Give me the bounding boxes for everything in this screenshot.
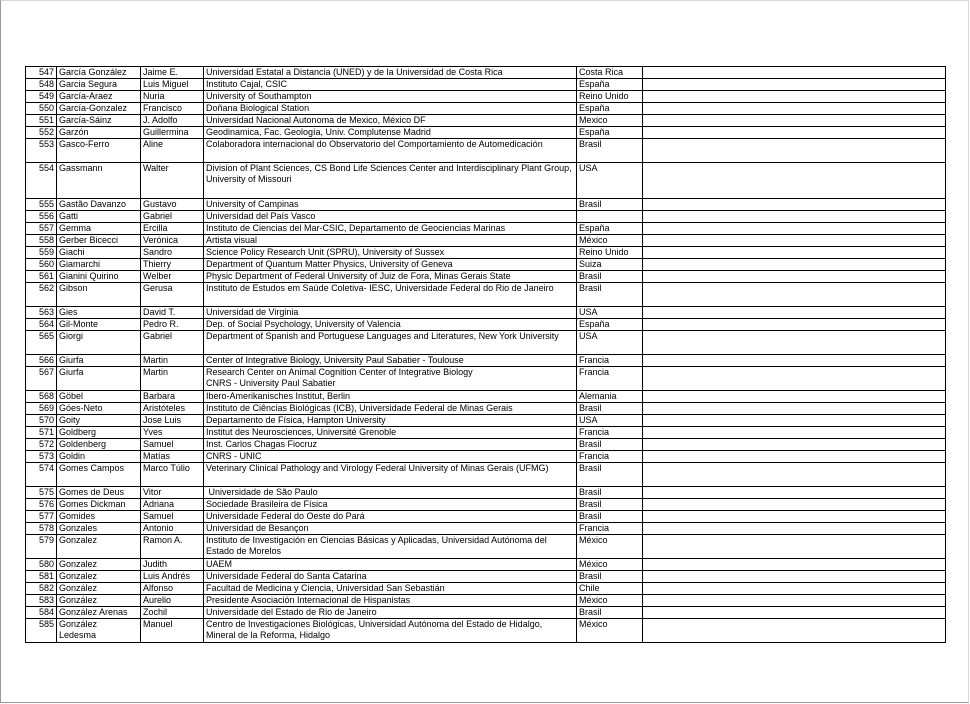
table-row [26, 451, 946, 463]
first-name-cell: Thierry [141, 259, 204, 271]
table-row [26, 319, 946, 331]
institution-cell: University of Campinas [204, 199, 577, 211]
table-row [26, 283, 946, 307]
surname-cell: Gonzales [57, 523, 141, 535]
empty-cell [643, 211, 946, 223]
empty-cell [643, 583, 946, 595]
country-cell: Brasil [577, 403, 643, 415]
first-name-cell: Vitor [141, 487, 204, 499]
first-name-cell: Adriana [141, 499, 204, 511]
institution-cell: Instituto de Ciências Biológicas (ICB), Universidade Federal de Minas Gerais [204, 403, 577, 415]
surname-cell: Gomes Dickman [57, 499, 141, 511]
table-row [26, 211, 946, 223]
surname-cell: Giachi [57, 247, 141, 259]
country-cell: México [577, 619, 643, 643]
institution-cell: Inst. Carlos Chagas Fiocruz [204, 439, 577, 451]
first-name-cell: Martin [141, 355, 204, 367]
first-name-cell: David T. [141, 307, 204, 319]
empty-cell [643, 571, 946, 583]
first-name-cell: Ramon A. [141, 535, 204, 559]
table-row [26, 463, 946, 487]
row-number: 565 [26, 331, 57, 355]
row-number: 566 [26, 355, 57, 367]
institution-cell: Department of Quantum Matter Physics, University of Geneva [204, 259, 577, 271]
table-row [26, 259, 946, 271]
country-cell: España [577, 223, 643, 235]
institution-cell: Artista visual [204, 235, 577, 247]
surname-cell: Giamarchi [57, 259, 141, 271]
table-row [26, 199, 946, 211]
surname-cell: Gibson [57, 283, 141, 307]
first-name-cell: Francisco [141, 103, 204, 115]
country-cell: México [577, 535, 643, 559]
empty-cell [643, 79, 946, 91]
row-number: 564 [26, 319, 57, 331]
first-name-cell: Aurelio [141, 595, 204, 607]
empty-cell [643, 139, 946, 163]
row-number: 556 [26, 211, 57, 223]
institution-cell: Science Policy Research Unit (SPRU), University of Sussex [204, 247, 577, 259]
table-row [26, 619, 946, 643]
first-name-cell: Sandro [141, 247, 204, 259]
first-name-cell: Samuel [141, 439, 204, 451]
table-row [26, 559, 946, 571]
institution-cell: Geodinamica, Fac. Geología, Univ. Complutense Madrid [204, 127, 577, 139]
surname-cell: Gomides [57, 511, 141, 523]
country-cell: Alemania [577, 391, 643, 403]
country-cell: Brasil [577, 511, 643, 523]
country-cell: Reino Unido [577, 247, 643, 259]
institution-cell: Universidade Federal do Oeste do Pará [204, 511, 577, 523]
empty-cell [643, 463, 946, 487]
table-row [26, 235, 946, 247]
country-cell: USA [577, 331, 643, 355]
table-row [26, 607, 946, 619]
first-name-cell: Judith [141, 559, 204, 571]
row-number: 570 [26, 415, 57, 427]
country-cell: España [577, 319, 643, 331]
table-row [26, 535, 946, 559]
empty-cell [643, 439, 946, 451]
surname-cell: González Arenas [57, 607, 141, 619]
country-cell [577, 211, 643, 223]
surname-cell: Goldin [57, 451, 141, 463]
institution-cell: Universidad del País Vasco [204, 211, 577, 223]
row-number: 555 [26, 199, 57, 211]
row-number: 576 [26, 499, 57, 511]
surname-cell: Gonzalez [57, 559, 141, 571]
table-row [26, 583, 946, 595]
row-number: 584 [26, 607, 57, 619]
empty-cell [643, 595, 946, 607]
table-row [26, 499, 946, 511]
institution-cell: Institut des Neurosciences, Université Grenoble [204, 427, 577, 439]
surname-cell: Gerber Bicecci [57, 235, 141, 247]
country-cell: Chile [577, 583, 643, 595]
first-name-cell: Gustavo [141, 199, 204, 211]
table-row [26, 439, 946, 451]
table-row [26, 115, 946, 127]
country-cell: Brasil [577, 271, 643, 283]
country-cell: Brasil [577, 499, 643, 511]
country-cell: Brasil [577, 487, 643, 499]
surname-cell: Giurfa [57, 355, 141, 367]
empty-cell [643, 355, 946, 367]
institution-cell: Universidad de Besançon [204, 523, 577, 535]
first-name-cell: Luis Andrés [141, 571, 204, 583]
row-number: 577 [26, 511, 57, 523]
surname-cell: González [57, 583, 141, 595]
country-cell: Brasil [577, 571, 643, 583]
country-cell: Brasil [577, 199, 643, 211]
row-number: 572 [26, 439, 57, 451]
institution-cell: Veterinary Clinical Pathology and Virology Federal University of Minas Gerais (UFMG) [204, 463, 577, 487]
surname-cell: González [57, 595, 141, 607]
institution-cell: Doñana Biological Station [204, 103, 577, 115]
first-name-cell: Ercilla [141, 223, 204, 235]
first-name-cell: Jaime E. [141, 67, 204, 79]
empty-cell [643, 451, 946, 463]
table-row [26, 367, 946, 391]
country-cell: USA [577, 415, 643, 427]
empty-cell [643, 91, 946, 103]
row-number: 573 [26, 451, 57, 463]
row-number: 559 [26, 247, 57, 259]
table-row [26, 307, 946, 319]
empty-cell [643, 103, 946, 115]
empty-cell [643, 223, 946, 235]
table-row [26, 271, 946, 283]
table-row [26, 127, 946, 139]
empty-cell [643, 247, 946, 259]
first-name-cell: Pedro R. [141, 319, 204, 331]
empty-cell [643, 415, 946, 427]
surname-cell: Goldberg [57, 427, 141, 439]
surname-cell: Göbel [57, 391, 141, 403]
country-cell: España [577, 127, 643, 139]
empty-cell [643, 115, 946, 127]
country-cell: México [577, 559, 643, 571]
row-number: 568 [26, 391, 57, 403]
row-number: 571 [26, 427, 57, 439]
row-number: 561 [26, 271, 57, 283]
country-cell: Costa Rica [577, 67, 643, 79]
first-name-cell: Samuel [141, 511, 204, 523]
country-cell: España [577, 103, 643, 115]
surname-cell: Giurfa [57, 367, 141, 391]
first-name-cell: Barbara [141, 391, 204, 403]
institution-cell: Instituto de Investigación en Ciencias Básicas y Aplicadas, Universidad Autónoma del Estado de Morelos [204, 535, 577, 559]
table-row [26, 223, 946, 235]
institution-cell: Universidad de Virginia [204, 307, 577, 319]
institution-cell: Instituto de Ciencias del Mar-CSIC, Departamento de Geociencias Marinas [204, 223, 577, 235]
country-cell: Francia [577, 355, 643, 367]
first-name-cell: Antonio [141, 523, 204, 535]
first-name-cell: Martin [141, 367, 204, 391]
empty-cell [643, 427, 946, 439]
country-cell: Francia [577, 523, 643, 535]
surname-cell: García González [57, 67, 141, 79]
table-row [26, 427, 946, 439]
country-cell: Mexico [577, 115, 643, 127]
row-number: 549 [26, 91, 57, 103]
surname-cell: Gatti [57, 211, 141, 223]
row-number: 554 [26, 163, 57, 199]
institution-cell: Instituto de Estudos em Saúde Coletiva- IESC, Universidade Federal do Rio de Janeiro [204, 283, 577, 307]
row-number: 585 [26, 619, 57, 643]
country-cell: Brasil [577, 139, 643, 163]
surname-cell: Gassmann [57, 163, 141, 199]
row-number: 553 [26, 139, 57, 163]
empty-cell [643, 487, 946, 499]
row-number: 574 [26, 463, 57, 487]
empty-cell [643, 307, 946, 319]
row-number: 582 [26, 583, 57, 595]
surname-cell: Gonzalez [57, 535, 141, 559]
empty-cell [643, 235, 946, 247]
institution-cell: Presidente Asociación Internacional de Hispanistas [204, 595, 577, 607]
row-number: 567 [26, 367, 57, 391]
empty-cell [643, 523, 946, 535]
empty-cell [643, 271, 946, 283]
surname-cell: Gastão Davanzo [57, 199, 141, 211]
institution-cell: CNRS - UNIC [204, 451, 577, 463]
table-row [26, 403, 946, 415]
first-name-cell: Guillermina [141, 127, 204, 139]
empty-cell [643, 367, 946, 391]
row-number: 569 [26, 403, 57, 415]
first-name-cell: Manuel [141, 619, 204, 643]
country-cell: Francia [577, 367, 643, 391]
country-cell: México [577, 595, 643, 607]
institution-cell: Universidade Federal do Santa Catarina [204, 571, 577, 583]
surname-cell: Gil-Monte [57, 319, 141, 331]
institution-cell: Ibero-Amerikanisches Institut, Berlin [204, 391, 577, 403]
table-row [26, 487, 946, 499]
table-body [26, 67, 946, 643]
row-number: 583 [26, 595, 57, 607]
surname-cell: Giorgi [57, 331, 141, 355]
first-name-cell: J. Adolfo [141, 115, 204, 127]
institution-cell: Centro de Investigaciones Biológicas, Universidad Autónoma del Estado de Hidalgo, Mineral de la Reforma, Hidalgo [204, 619, 577, 643]
first-name-cell: Gerusa [141, 283, 204, 307]
table-row [26, 103, 946, 115]
row-number: 548 [26, 79, 57, 91]
country-cell: Brasil [577, 439, 643, 451]
surname-cell: González Ledesma [57, 619, 141, 643]
empty-cell [643, 319, 946, 331]
first-name-cell: Gabriel [141, 331, 204, 355]
table-row [26, 355, 946, 367]
institution-cell: Universidad Nacional Autonoma de Mexico, México DF [204, 115, 577, 127]
table-row [26, 391, 946, 403]
row-number: 560 [26, 259, 57, 271]
empty-cell [643, 559, 946, 571]
row-number: 581 [26, 571, 57, 583]
institution-cell: Physic Department of Federal University of Juiz de Fora, Minas Gerais State [204, 271, 577, 283]
country-cell: Brasil [577, 283, 643, 307]
empty-cell [643, 283, 946, 307]
institution-cell: Departamento de Física, Hampton University [204, 415, 577, 427]
table-row [26, 511, 946, 523]
surname-cell: Gianini Quirino [57, 271, 141, 283]
empty-cell [643, 331, 946, 355]
first-name-cell: Jose Luis [141, 415, 204, 427]
surname-cell: Goldenberg [57, 439, 141, 451]
first-name-cell: Zochil [141, 607, 204, 619]
table-row [26, 415, 946, 427]
first-name-cell: Walter [141, 163, 204, 199]
row-number: 579 [26, 535, 57, 559]
row-number: 547 [26, 67, 57, 79]
row-number: 552 [26, 127, 57, 139]
institution-cell: Universidade del Estado de Rio de Janeiro [204, 607, 577, 619]
country-cell: Reino Unido [577, 91, 643, 103]
institution-cell: Universidade de São Paulo [204, 487, 577, 499]
first-name-cell: Yves [141, 427, 204, 439]
country-cell: Suiza [577, 259, 643, 271]
row-number: 575 [26, 487, 57, 499]
country-cell: Francia [577, 427, 643, 439]
country-cell: Brasil [577, 607, 643, 619]
first-name-cell: Aristóteles [141, 403, 204, 415]
first-name-cell: Aline [141, 139, 204, 163]
surname-cell: Garcia Segura [57, 79, 141, 91]
empty-cell [643, 199, 946, 211]
row-number: 563 [26, 307, 57, 319]
surname-cell: Gemma [57, 223, 141, 235]
institution-cell: Center of Integrative Biology, University Paul Sabatier - Toulouse [204, 355, 577, 367]
first-name-cell: Nuria [141, 91, 204, 103]
table-row [26, 139, 946, 163]
table-row [26, 79, 946, 91]
institution-cell: University of Southampton [204, 91, 577, 103]
first-name-cell: Welber [141, 271, 204, 283]
table-row [26, 595, 946, 607]
row-number: 580 [26, 559, 57, 571]
institution-cell: Facultad de Medicina y Ciencia, Universidad San Sebastián [204, 583, 577, 595]
empty-cell [643, 511, 946, 523]
table-row [26, 523, 946, 535]
institution-cell: Universidad Estatal a Distancia (UNED) y de la Universidad de Costa Rica [204, 67, 577, 79]
empty-cell [643, 403, 946, 415]
empty-cell [643, 259, 946, 271]
empty-cell [643, 67, 946, 79]
empty-cell [643, 391, 946, 403]
surname-cell: Garzón [57, 127, 141, 139]
first-name-cell: Verónica [141, 235, 204, 247]
country-cell: Brasil [577, 463, 643, 487]
table-row [26, 91, 946, 103]
table-row [26, 571, 946, 583]
surname-cell: Gonzalez [57, 571, 141, 583]
surname-cell: García-Gonzalez [57, 103, 141, 115]
row-number: 550 [26, 103, 57, 115]
country-cell: España [577, 79, 643, 91]
participants-table [25, 66, 946, 643]
row-number: 562 [26, 283, 57, 307]
first-name-cell: Alfonso [141, 583, 204, 595]
institution-cell: Instituto Cajal, CSIC [204, 79, 577, 91]
country-cell: Francia [577, 451, 643, 463]
row-number: 558 [26, 235, 57, 247]
empty-cell [643, 535, 946, 559]
first-name-cell: Marco Túlio [141, 463, 204, 487]
institution-cell: UAEM [204, 559, 577, 571]
first-name-cell: Gabriel [141, 211, 204, 223]
institution-cell: Sociedade Brasileira de Física [204, 499, 577, 511]
surname-cell: Gomes de Deus [57, 487, 141, 499]
row-number: 578 [26, 523, 57, 535]
table-row [26, 163, 946, 199]
table-row [26, 331, 946, 355]
empty-cell [643, 163, 946, 199]
empty-cell [643, 127, 946, 139]
surname-cell: Gies [57, 307, 141, 319]
country-cell: México [577, 235, 643, 247]
institution-cell: Colaboradora internacional do Observatorio del Comportamiento de Automedicación [204, 139, 577, 163]
institution-cell: Division of Plant Sciences, CS Bond Life Sciences Center and Interdisciplinary Plant Group, University of Missouri [204, 163, 577, 199]
empty-cell [643, 607, 946, 619]
row-number: 557 [26, 223, 57, 235]
surname-cell: Gasco-Ferro [57, 139, 141, 163]
table-row [26, 247, 946, 259]
row-number: 551 [26, 115, 57, 127]
first-name-cell: Matías [141, 451, 204, 463]
table-row [26, 67, 946, 79]
surname-cell: Goity [57, 415, 141, 427]
institution-cell: Research Center on Animal Cognition Center of Integrative Biology CNRS - University Paul Sabatier [204, 367, 577, 391]
surname-cell: García-Araez [57, 91, 141, 103]
country-cell: USA [577, 163, 643, 199]
empty-cell [643, 499, 946, 511]
surname-cell: Góes-Neto [57, 403, 141, 415]
institution-cell: Department of Spanish and Portuguese Languages and Literatures, New York University [204, 331, 577, 355]
surname-cell: García-Sáinz [57, 115, 141, 127]
first-name-cell: Luis Miguel [141, 79, 204, 91]
institution-cell: Dep. of Social Psychology, University of Valencia [204, 319, 577, 331]
country-cell: USA [577, 307, 643, 319]
surname-cell: Gomes Campos [57, 463, 141, 487]
empty-cell [643, 619, 946, 643]
